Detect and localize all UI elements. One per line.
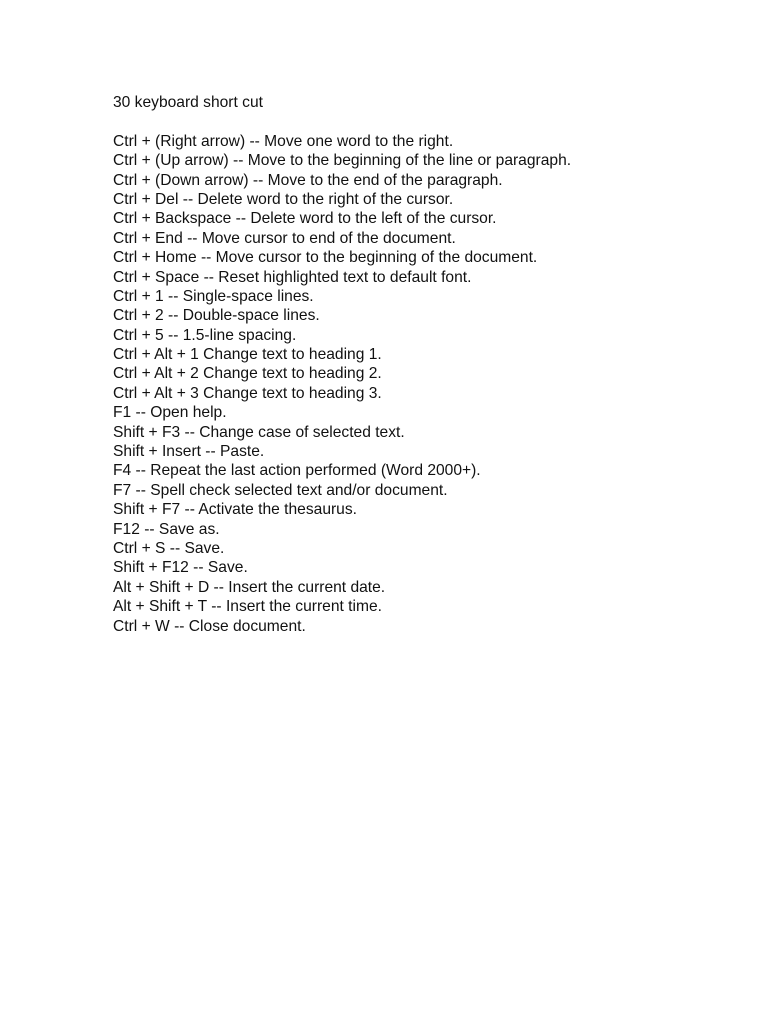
shortcut-line: Ctrl + Backspace -- Delete word to the left of the cursor. — [113, 210, 497, 228]
shortcut-line: Shift + Insert -- Paste. — [113, 443, 265, 461]
shortcut-line: Ctrl + Home -- Move cursor to the beginning of the document. — [113, 249, 538, 267]
shortcut-line: Ctrl + Space -- Reset highlighted text to default font. — [113, 268, 472, 286]
shortcut-line: Ctrl + (Right arrow) -- Move one word to the right. — [113, 132, 454, 150]
shortcut-line: Ctrl + (Up arrow) -- Move to the beginning of the line or paragraph. — [113, 152, 572, 170]
shortcut-line: Ctrl + End -- Move cursor to end of the document. — [113, 229, 456, 247]
shortcut-line: F4 -- Repeat the last action performed (Word 2000+). — [113, 462, 481, 480]
shortcut-line: Ctrl + 5 -- 1.5-line spacing. — [113, 326, 297, 344]
shortcut-line: Ctrl + 2 -- Double-space lines. — [113, 307, 320, 325]
shortcut-line: F12 -- Save as. — [113, 520, 220, 538]
shortcut-list — [113, 132, 713, 636]
document-content — [113, 93, 713, 636]
shortcut-line: Ctrl + (Down arrow) -- Move to the end of the paragraph. — [113, 171, 503, 189]
document-title: 30 keyboard short cut — [113, 94, 263, 111]
shortcut-line: Ctrl + Alt + 1 Change text to heading 1. — [113, 346, 382, 364]
shortcut-line: F1 -- Open help. — [113, 404, 227, 422]
blank-line — [113, 112, 713, 131]
shortcut-line: Alt + Shift + T -- Insert the current time. — [113, 598, 382, 616]
shortcut-line: Alt + Shift + D -- Insert the current date. — [113, 578, 386, 596]
shortcut-line: Ctrl + S -- Save. — [113, 539, 225, 557]
shortcut-line: Shift + F12 -- Save. — [113, 559, 248, 577]
shortcut-line: Ctrl + Alt + 2 Change text to heading 2. — [113, 365, 382, 383]
shortcut-line: Shift + F7 -- Activate the thesaurus. — [113, 501, 357, 519]
shortcut-line: Ctrl + 1 -- Single-space lines. — [113, 287, 314, 305]
shortcut-line: Ctrl + W -- Close document. — [113, 617, 306, 635]
shortcut-line: Ctrl + Del -- Delete word to the right of the cursor. — [113, 190, 454, 208]
shortcut-line: Ctrl + Alt + 3 Change text to heading 3. — [113, 384, 382, 402]
shortcut-line: Shift + F3 -- Change case of selected text. — [113, 423, 405, 441]
shortcut-line: F7 -- Spell check selected text and/or document. — [113, 481, 448, 499]
